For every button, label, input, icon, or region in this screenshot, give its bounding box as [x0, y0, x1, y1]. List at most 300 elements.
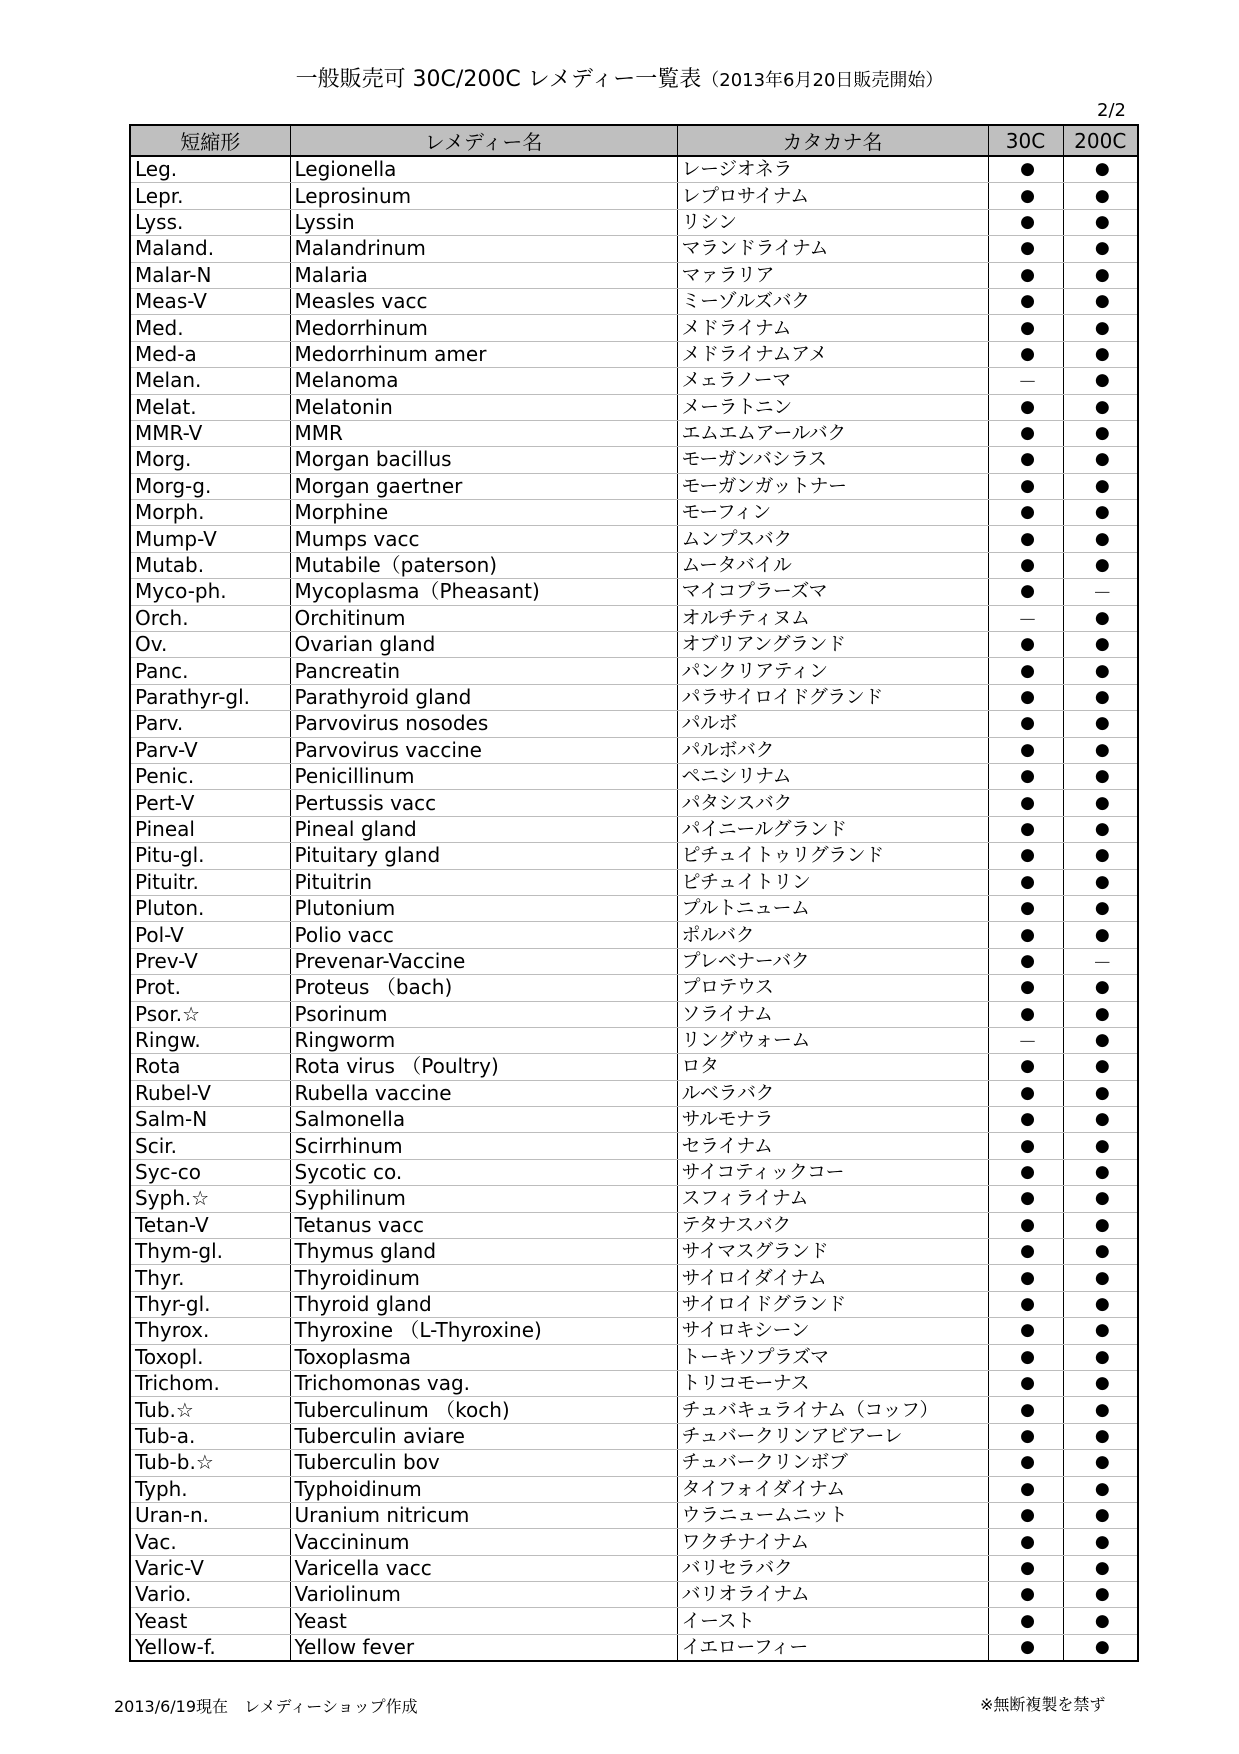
cell-30c: ●: [988, 1502, 1063, 1528]
cell-katakana-name: オルチティヌム: [677, 605, 988, 631]
cell-30c: ●: [988, 975, 1063, 1001]
cell-200c: ●: [1063, 1107, 1138, 1133]
cell-katakana-name: サイロキシーン: [677, 1318, 988, 1344]
cell-200c: ●: [1063, 1159, 1138, 1185]
table-row: [130, 1054, 1138, 1080]
cell-abbreviation: Thyr.: [130, 1265, 290, 1291]
cell-katakana-name: イエローフィー: [677, 1634, 988, 1661]
cell-200c: ●: [1063, 1476, 1138, 1502]
cell-katakana-name: プルトニューム: [677, 895, 988, 921]
cell-30c: ●: [988, 315, 1063, 341]
cell-30c: ●: [988, 236, 1063, 262]
cell-30c: ●: [988, 1370, 1063, 1396]
cell-abbreviation: Psor.☆: [130, 1001, 290, 1027]
table-row: [130, 711, 1138, 737]
table-row: [130, 975, 1138, 1001]
table-row: [130, 1344, 1138, 1370]
cell-30c: ●: [988, 341, 1063, 367]
cell-remedy-name: Melanoma: [290, 368, 677, 394]
footer-date-author: 2013/6/19現在 レメディーショップ作成: [114, 1697, 418, 1716]
cell-abbreviation: Syph.☆: [130, 1186, 290, 1212]
cell-katakana-name: ミーゾルズバク: [677, 288, 988, 314]
cell-remedy-name: Morphine: [290, 500, 677, 526]
table-row: [130, 816, 1138, 842]
cell-katakana-name: ピチュイトゥリグランド: [677, 843, 988, 869]
cell-200c: ●: [1063, 1291, 1138, 1317]
cell-remedy-name: Rota virus （Poultry): [290, 1054, 677, 1080]
cell-abbreviation: Penic.: [130, 763, 290, 789]
cell-remedy-name: Mumps vacc: [290, 526, 677, 552]
cell-30c: ●: [988, 262, 1063, 288]
cell-200c: ●: [1063, 1529, 1138, 1555]
cell-katakana-name: メドライナム: [677, 315, 988, 341]
cell-remedy-name: Pituitary gland: [290, 843, 677, 869]
cell-katakana-name: サイロイドグランド: [677, 1291, 988, 1317]
table-row: [130, 658, 1138, 684]
cell-remedy-name: Thymus gland: [290, 1239, 677, 1265]
cell-remedy-name: Yellow fever: [290, 1634, 677, 1661]
cell-200c: ●: [1063, 1370, 1138, 1396]
cell-abbreviation: Meas-V: [130, 288, 290, 314]
header-remedy-name: レメディー名: [290, 125, 677, 156]
cell-remedy-name: Syphilinum: [290, 1186, 677, 1212]
cell-30c: ●: [988, 790, 1063, 816]
cell-30c: ●: [988, 1212, 1063, 1238]
cell-200c: ●: [1063, 183, 1138, 209]
table-row: [130, 1265, 1138, 1291]
cell-remedy-name: Thyroidinum: [290, 1265, 677, 1291]
table-row: [130, 1634, 1138, 1661]
cell-abbreviation: Panc.: [130, 658, 290, 684]
cell-remedy-name: Pertussis vacc: [290, 790, 677, 816]
cell-katakana-name: バリセラバク: [677, 1555, 988, 1581]
table-row: [130, 315, 1138, 341]
table-row: [130, 420, 1138, 446]
cell-abbreviation: Tub-a.: [130, 1423, 290, 1449]
cell-remedy-name: Leprosinum: [290, 183, 677, 209]
cell-200c: ●: [1063, 1027, 1138, 1053]
cell-200c: ●: [1063, 1054, 1138, 1080]
cell-remedy-name: Legionella: [290, 156, 677, 183]
table-row: [130, 1450, 1138, 1476]
cell-30c: ●: [988, 420, 1063, 446]
cell-30c: ●: [988, 1529, 1063, 1555]
table-row: [130, 368, 1138, 394]
cell-abbreviation: Morg-g.: [130, 473, 290, 499]
table-row: [130, 737, 1138, 763]
cell-abbreviation: Melan.: [130, 368, 290, 394]
cell-200c: ●: [1063, 684, 1138, 710]
cell-abbreviation: Thyr-gl.: [130, 1291, 290, 1317]
cell-30c: —: [988, 368, 1063, 394]
cell-katakana-name: サイコティックコー: [677, 1159, 988, 1185]
footer-copyright-note: ※無断複製を禁ず: [980, 1695, 1106, 1714]
table-row: [130, 1502, 1138, 1528]
table-row: [130, 1582, 1138, 1608]
cell-200c: ●: [1063, 1450, 1138, 1476]
cell-katakana-name: レプロサイナム: [677, 183, 988, 209]
cell-200c: ●: [1063, 1634, 1138, 1661]
cell-200c: ●: [1063, 1397, 1138, 1423]
cell-30c: ●: [988, 632, 1063, 658]
cell-remedy-name: Tuberculin bov: [290, 1450, 677, 1476]
cell-remedy-name: Trichomonas vag.: [290, 1370, 677, 1396]
cell-katakana-name: メドライナムアメ: [677, 341, 988, 367]
cell-abbreviation: Parv-V: [130, 737, 290, 763]
cell-200c: ●: [1063, 1133, 1138, 1159]
cell-30c: ●: [988, 579, 1063, 605]
cell-katakana-name: メーラトニン: [677, 394, 988, 420]
cell-katakana-name: ムータバイル: [677, 552, 988, 578]
cell-200c: ●: [1063, 763, 1138, 789]
cell-abbreviation: Pluton.: [130, 895, 290, 921]
cell-200c: ●: [1063, 473, 1138, 499]
cell-katakana-name: モーガンガットナー: [677, 473, 988, 499]
table-row: [130, 473, 1138, 499]
cell-200c: ●: [1063, 843, 1138, 869]
cell-remedy-name: Malaria: [290, 262, 677, 288]
cell-200c: ●: [1063, 447, 1138, 473]
cell-30c: ●: [988, 1265, 1063, 1291]
cell-abbreviation: Rubel-V: [130, 1080, 290, 1106]
cell-remedy-name: Measles vacc: [290, 288, 677, 314]
cell-30c: ●: [988, 763, 1063, 789]
table-row: [130, 1423, 1138, 1449]
cell-katakana-name: エムエムアールバク: [677, 420, 988, 446]
cell-katakana-name: マランドライナム: [677, 236, 988, 262]
cell-200c: ●: [1063, 1239, 1138, 1265]
cell-remedy-name: Penicillinum: [290, 763, 677, 789]
cell-abbreviation: Uran-n.: [130, 1502, 290, 1528]
cell-katakana-name: パルボ: [677, 711, 988, 737]
cell-30c: ●: [988, 922, 1063, 948]
cell-katakana-name: ソライナム: [677, 1001, 988, 1027]
cell-katakana-name: サイマスグランド: [677, 1239, 988, 1265]
title-date: （2013年6月20日販売開始）: [701, 70, 944, 91]
cell-katakana-name: ウラニュームニット: [677, 1502, 988, 1528]
table-row: [130, 1001, 1138, 1027]
cell-katakana-name: パイニールグランド: [677, 816, 988, 842]
cell-30c: ●: [988, 658, 1063, 684]
cell-200c: ●: [1063, 315, 1138, 341]
cell-30c: ●: [988, 895, 1063, 921]
cell-200c: ●: [1063, 1423, 1138, 1449]
table-row: [130, 843, 1138, 869]
cell-katakana-name: メェラノーマ: [677, 368, 988, 394]
cell-abbreviation: Toxopl.: [130, 1344, 290, 1370]
cell-abbreviation: Salm-N: [130, 1107, 290, 1133]
cell-30c: ●: [988, 684, 1063, 710]
cell-abbreviation: Yellow-f.: [135, 1635, 216, 1660]
table-row: [130, 1476, 1138, 1502]
cell-abbreviation: Parathyr-gl.: [130, 684, 290, 710]
cell-abbreviation: Orch.: [130, 605, 290, 631]
cell-remedy-name: Scirrhinum: [290, 1133, 677, 1159]
cell-200c: ●: [1063, 658, 1138, 684]
table-row: [130, 869, 1138, 895]
cell-30c: ●: [988, 843, 1063, 869]
cell-katakana-name: パラサイロイドグランド: [677, 684, 988, 710]
header-30c: 30C: [988, 125, 1063, 156]
table-row: [130, 1291, 1138, 1317]
cell-30c: ●: [988, 394, 1063, 420]
cell-30c: ●: [988, 1001, 1063, 1027]
cell-remedy-name: Uranium nitricum: [290, 1502, 677, 1528]
cell-remedy-name: Vaccininum: [290, 1529, 677, 1555]
cell-200c: ●: [1063, 288, 1138, 314]
cell-remedy-name: Mutabile（paterson): [290, 552, 677, 578]
table-row: [130, 763, 1138, 789]
cell-200c: ●: [1063, 1344, 1138, 1370]
cell-katakana-name: チュバキュライナム（コッフ）: [677, 1397, 988, 1423]
cell-remedy-name: Toxoplasma: [290, 1344, 677, 1370]
cell-remedy-name: Sycotic co.: [290, 1159, 677, 1185]
table-row: [130, 1397, 1138, 1423]
table-row: [130, 341, 1138, 367]
cell-abbreviation: Tub.☆: [130, 1397, 290, 1423]
cell-katakana-name: サイロイダイナム: [677, 1265, 988, 1291]
cell-abbreviation: Mutab.: [130, 552, 290, 578]
cell-30c: ●: [988, 816, 1063, 842]
cell-200c: ●: [1063, 1502, 1138, 1528]
cell-30c: ●: [988, 447, 1063, 473]
cell-200c: —: [1063, 579, 1138, 605]
cell-katakana-name: レージオネラ: [677, 156, 988, 183]
cell-remedy-name: Proteus （bach): [290, 975, 677, 1001]
cell-200c: ●: [1063, 420, 1138, 446]
cell-katakana-name: スフィライナム: [677, 1186, 988, 1212]
cell-30c: ●: [988, 948, 1063, 974]
cell-200c: ●: [1063, 975, 1138, 1001]
cell-30c: ●: [988, 500, 1063, 526]
table-row: [130, 526, 1138, 552]
table-row: [130, 394, 1138, 420]
table-row: [130, 895, 1138, 921]
cell-200c: ●: [1063, 262, 1138, 288]
cell-remedy-name: Typhoidinum: [290, 1476, 677, 1502]
cell-abbreviation: Morph.: [130, 500, 290, 526]
cell-30c: ●: [988, 473, 1063, 499]
remedy-table: [129, 124, 1139, 1662]
cell-abbreviation: Pert-V: [130, 790, 290, 816]
cell-katakana-name: パタシスバク: [677, 790, 988, 816]
cell-30c: —: [988, 1027, 1063, 1053]
cell-remedy-name: Tetanus vacc: [290, 1212, 677, 1238]
cell-30c: ●: [988, 711, 1063, 737]
table-row: [130, 1107, 1138, 1133]
table-row: [130, 447, 1138, 473]
cell-30c: ●: [988, 209, 1063, 235]
cell-remedy-name: Thyroid gland: [290, 1291, 677, 1317]
cell-abbreviation: Tetan-V: [130, 1212, 290, 1238]
cell-katakana-name: ペニシリナム: [677, 763, 988, 789]
cell-200c: ●: [1063, 500, 1138, 526]
table-row: [130, 1080, 1138, 1106]
cell-30c: ●: [988, 1186, 1063, 1212]
cell-remedy-name: Salmonella: [290, 1107, 677, 1133]
header-katakana-name: カタカナ名: [677, 125, 988, 156]
cell-katakana-name: ルベラバク: [677, 1080, 988, 1106]
cell-200c: ●: [1063, 922, 1138, 948]
cell-200c: ●: [1063, 341, 1138, 367]
cell-katakana-name: トーキソプラズマ: [677, 1344, 988, 1370]
cell-30c: ●: [988, 1107, 1063, 1133]
cell-abbreviation: Lyss.: [130, 209, 290, 235]
cell-30c: ●: [988, 552, 1063, 578]
cell-katakana-name: チュバークリンアビアーレ: [677, 1423, 988, 1449]
cell-katakana-name: パンクリアティン: [677, 658, 988, 684]
cell-abbreviation: Pol-V: [130, 922, 290, 948]
cell-200c: ●: [1063, 1582, 1138, 1608]
page-title: [0, 62, 1239, 93]
cell-abbreviation: Med-a: [130, 341, 290, 367]
cell-abbreviation: Malar-N: [130, 262, 290, 288]
table-row: [130, 1608, 1138, 1634]
cell-30c: ●: [988, 1397, 1063, 1423]
cell-remedy-name: MMR: [290, 420, 677, 446]
cell-30c: ●: [988, 1054, 1063, 1080]
header-200c: 200C: [1063, 125, 1138, 156]
cell-30c: ●: [988, 183, 1063, 209]
table-row: [130, 1370, 1138, 1396]
cell-katakana-name: マァラリア: [677, 262, 988, 288]
cell-abbreviation: MMR-V: [130, 420, 290, 446]
cell-katakana-name: ムンプスバク: [677, 526, 988, 552]
cell-katakana-name: ワクチナイナム: [677, 1529, 988, 1555]
cell-200c: ●: [1063, 209, 1138, 235]
table-row: [130, 922, 1138, 948]
cell-katakana-name: パルボバク: [677, 737, 988, 763]
cell-remedy-name: Parathyroid gland: [290, 684, 677, 710]
cell-katakana-name: バリオライナム: [677, 1582, 988, 1608]
cell-abbreviation: Mump-V: [130, 526, 290, 552]
cell-200c: ●: [1063, 711, 1138, 737]
cell-katakana-name: トリコモーナス: [677, 1370, 988, 1396]
cell-30c: ●: [988, 1080, 1063, 1106]
cell-200c: ●: [1063, 605, 1138, 631]
cell-30c: ●: [988, 1450, 1063, 1476]
cell-200c: ●: [1063, 869, 1138, 895]
cell-remedy-name: Polio vacc: [290, 922, 677, 948]
cell-200c: ●: [1063, 1555, 1138, 1581]
cell-abbreviation: Pituitr.: [130, 869, 290, 895]
cell-30c: ●: [988, 737, 1063, 763]
cell-200c: ●: [1063, 1001, 1138, 1027]
cell-abbreviation: Ringw.: [130, 1027, 290, 1053]
cell-remedy-name: Varicella vacc: [290, 1555, 677, 1581]
cell-abbreviation: Rota: [130, 1054, 290, 1080]
cell-200c: ●: [1063, 368, 1138, 394]
cell-abbreviation: Typh.: [130, 1476, 290, 1502]
cell-remedy-name: Variolinum: [290, 1582, 677, 1608]
cell-katakana-name: ポルバク: [677, 922, 988, 948]
cell-remedy-name: Malandrinum: [290, 236, 677, 262]
cell-katakana-name: イースト: [677, 1608, 988, 1634]
cell-30c: —: [988, 605, 1063, 631]
cell-remedy-name: Orchitinum: [290, 605, 677, 631]
table-row: [130, 790, 1138, 816]
cell-200c: ●: [1063, 737, 1138, 763]
cell-remedy-name: Tuberculinum （koch): [290, 1397, 677, 1423]
table-row: [130, 500, 1138, 526]
cell-katakana-name: サルモナラ: [677, 1107, 988, 1133]
cell-abbreviation: Thyrox.: [130, 1318, 290, 1344]
table-row: [130, 1186, 1138, 1212]
table-row: [130, 632, 1138, 658]
cell-remedy-name: Pituitrin: [290, 869, 677, 895]
cell-remedy-name: Ovarian gland: [290, 632, 677, 658]
cell-katakana-name: セライナム: [677, 1133, 988, 1159]
cell-abbreviation: Pitu-gl.: [130, 843, 290, 869]
cell-abbreviation: Lepr.: [130, 183, 290, 209]
cell-30c: ●: [988, 1608, 1063, 1634]
cell-abbreviation: Maland.: [130, 236, 290, 262]
cell-200c: ●: [1063, 1080, 1138, 1106]
table-row: [130, 288, 1138, 314]
cell-30c: ●: [988, 1555, 1063, 1581]
cell-remedy-name: Rubella vaccine: [290, 1080, 677, 1106]
table-row: [130, 1529, 1138, 1555]
cell-remedy-name: Plutonium: [290, 895, 677, 921]
table-row: [130, 262, 1138, 288]
header-abbreviation: 短縮形: [130, 125, 290, 156]
cell-remedy-name: Mycoplasma（Pheasant): [290, 579, 677, 605]
cell-abbreviation: Syc-co: [130, 1159, 290, 1185]
table-row: [130, 1318, 1138, 1344]
cell-katakana-name: テタナスバク: [677, 1212, 988, 1238]
cell-200c: ●: [1063, 236, 1138, 262]
cell-remedy-name: Pineal gland: [290, 816, 677, 842]
table-row: [130, 1027, 1138, 1053]
cell-abbreviation: Vac.: [130, 1529, 290, 1555]
cell-remedy-name: Yeast: [290, 1608, 677, 1634]
table-row: [130, 209, 1138, 235]
table-row: [130, 1159, 1138, 1185]
title-main: 一般販売可 30C/200C レメディー一覧表: [295, 67, 702, 92]
cell-abbreviation: Ov.: [130, 632, 290, 658]
cell-30c: ●: [988, 1476, 1063, 1502]
cell-remedy-name: Medorrhinum amer: [290, 341, 677, 367]
table-row: [130, 156, 1138, 183]
cell-200c: ●: [1063, 632, 1138, 658]
cell-katakana-name: タイフォイダイナム: [677, 1476, 988, 1502]
cell-abbreviation: Varic-V: [130, 1555, 290, 1581]
cell-remedy-name: Prevenar-Vaccine: [290, 948, 677, 974]
cell-200c: ●: [1063, 156, 1138, 183]
cell-remedy-name: Psorinum: [290, 1001, 677, 1027]
cell-200c: ●: [1063, 1318, 1138, 1344]
cell-abbreviation: Myco-ph.: [130, 579, 290, 605]
cell-30c: ●: [988, 1582, 1063, 1608]
cell-30c: ●: [988, 1239, 1063, 1265]
cell-30c: ●: [988, 156, 1063, 183]
table-body: [130, 156, 1138, 1661]
table-header-row: [130, 125, 1138, 156]
table-row: [130, 1133, 1138, 1159]
cell-katakana-name: プロテウス: [677, 975, 988, 1001]
cell-200c: ●: [1063, 1186, 1138, 1212]
cell-remedy-name: Morgan bacillus: [290, 447, 677, 473]
cell-katakana-name: ロタ: [677, 1054, 988, 1080]
cell-abbreviation: Yeast: [130, 1608, 290, 1634]
cell-30c: ●: [988, 1344, 1063, 1370]
cell-abbreviation: Prot.: [130, 975, 290, 1001]
cell-remedy-name: Medorrhinum: [290, 315, 677, 341]
cell-katakana-name: マイコプラーズマ: [677, 579, 988, 605]
cell-remedy-name: Morgan gaertner: [290, 473, 677, 499]
cell-remedy-name: Melatonin: [290, 394, 677, 420]
cell-remedy-name: Parvovirus vaccine: [290, 737, 677, 763]
